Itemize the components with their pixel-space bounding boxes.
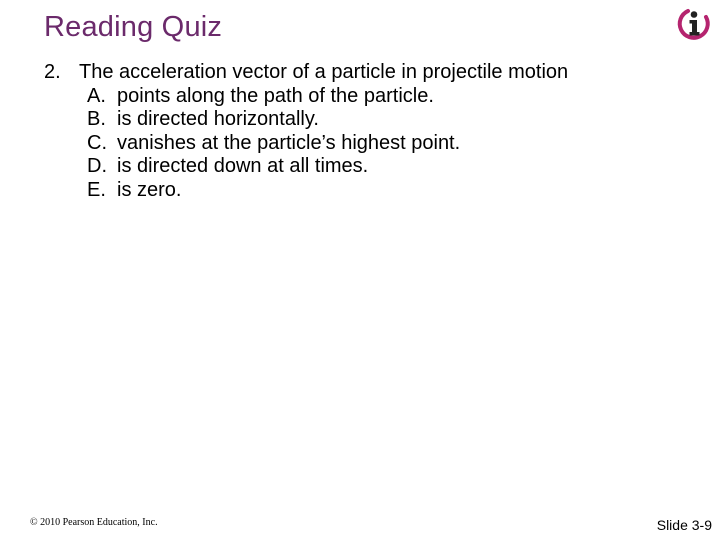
quiz-question (44, 61, 568, 202)
answer-option-c (44, 132, 568, 156)
question-text: The acceleration vector of a particle in projectile motion (79, 61, 569, 83)
option-text: points along the path of the particle. (117, 84, 434, 107)
answer-option-d (44, 155, 568, 179)
slide-number: Slide 3-9 (656, 517, 712, 533)
option-letter: A. (87, 84, 106, 107)
answer-option-b (44, 108, 568, 132)
option-text: is directed down at all times. (117, 155, 369, 177)
option-letter: C. (87, 131, 107, 154)
answer-option-a (44, 85, 568, 109)
question-stem (44, 61, 568, 85)
answer-option-e (44, 179, 568, 203)
option-letter: E. (87, 178, 106, 201)
option-letter: B. (87, 108, 106, 130)
option-text: vanishes at the particle’s highest point. (117, 131, 461, 154)
info-person-icon (676, 6, 712, 42)
option-text: is zero. (117, 178, 182, 201)
slide-title: Reading Quiz (44, 11, 223, 43)
question-number: 2. (44, 61, 61, 83)
copyright-notice: © 2010 Pearson Education, Inc. (30, 517, 158, 528)
option-letter: D. (87, 155, 107, 177)
option-text: is directed horizontally. (117, 108, 319, 130)
